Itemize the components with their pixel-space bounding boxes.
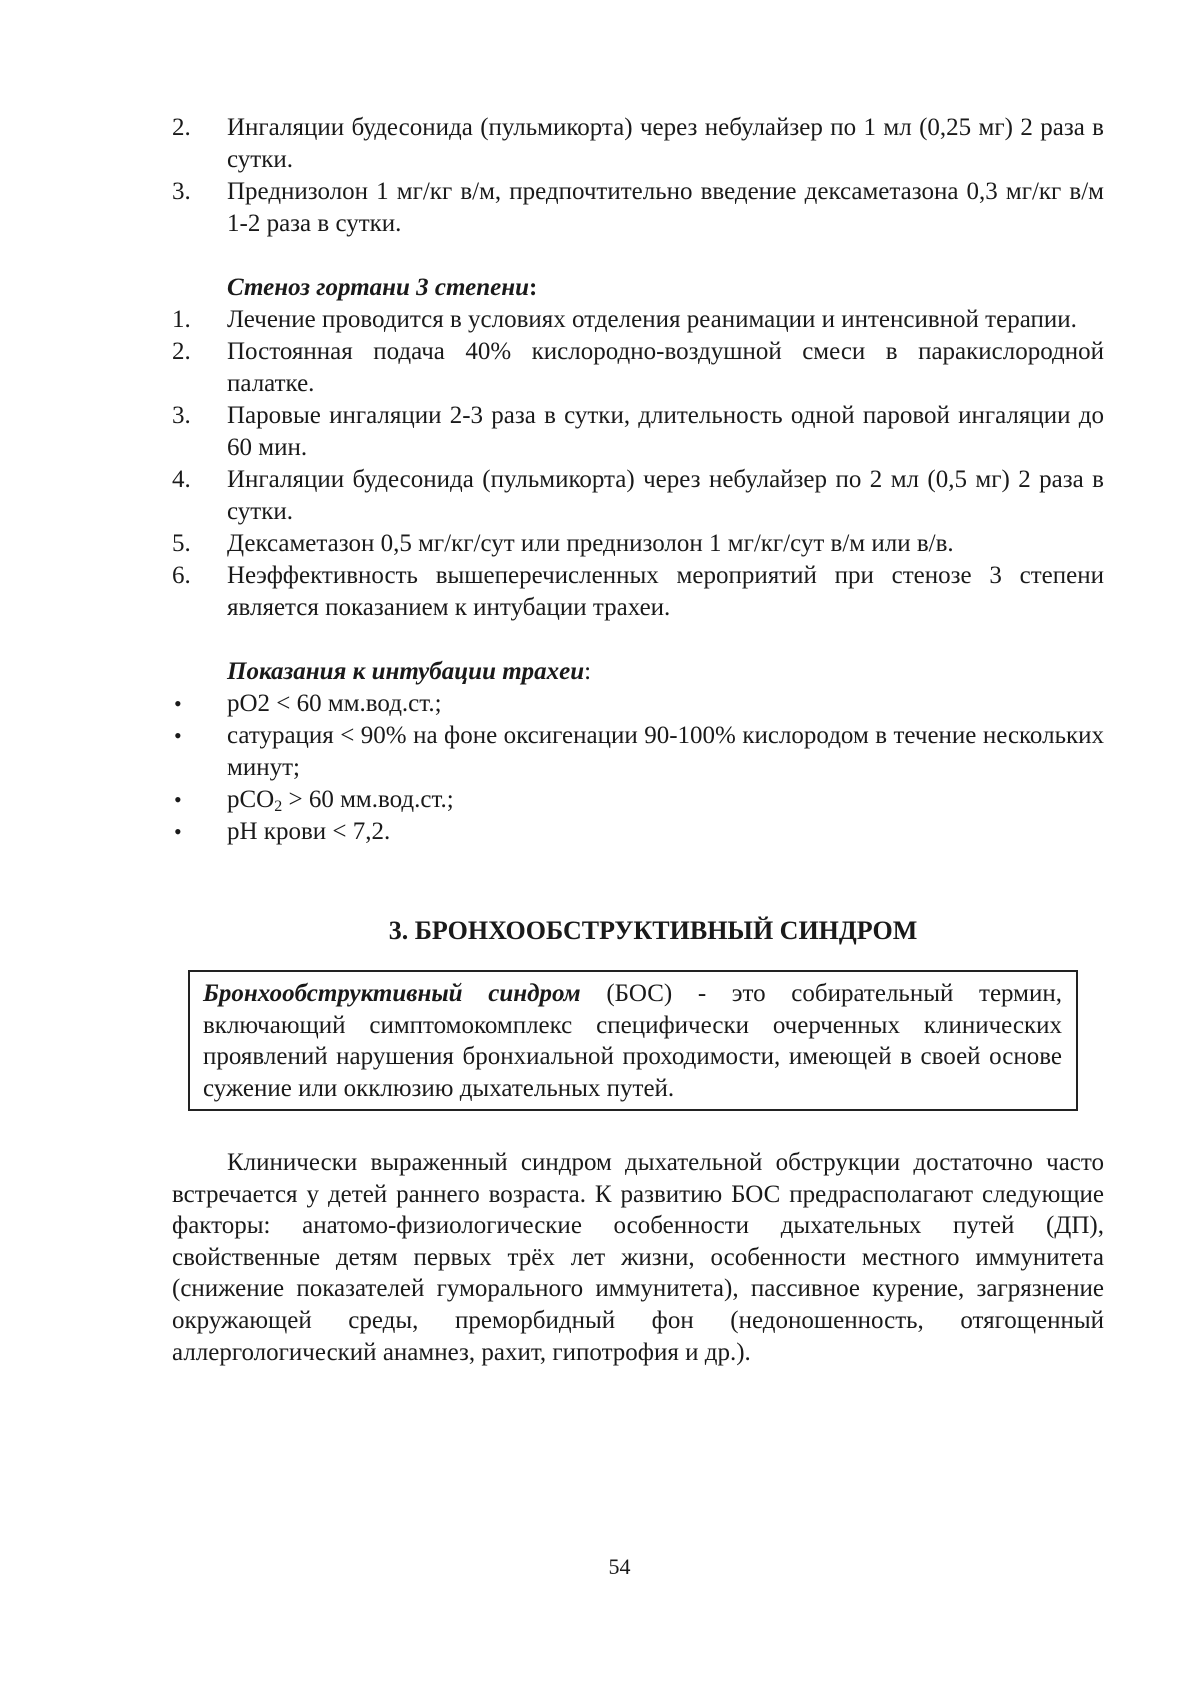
bullet-icon: • (174, 723, 182, 748)
bullet-item-text: сатурация < 90% на фоне оксигенации 90-100% кислородом в течение нескольких минут; (227, 722, 1104, 781)
page-number: 54 (608, 1554, 631, 1579)
subheading-colon: : (529, 274, 538, 301)
list-item-text: Ингаляции будесонида (пульмикорта) через небулайзер по 1 мл (0,25 мг) 2 раза в сутки. (227, 114, 1104, 173)
bullet-icon: • (174, 691, 182, 716)
list-item (172, 336, 1104, 400)
list-item (172, 464, 1104, 528)
stenosis-3-heading (172, 272, 1104, 304)
bullet-item (172, 720, 1104, 784)
bullet-item-text: рН крови < 7,2. (227, 818, 391, 845)
list-item (172, 528, 1104, 560)
stenosis-3-list (172, 304, 1104, 624)
list-item-text: Преднизолон 1 мг/кг в/м, предпочтительно введение дексаметазона 0,3 мг/кг в/м 1-2 раза в сутки. (227, 178, 1104, 237)
intubation-heading (172, 656, 1104, 688)
subheading-text: Стеноз гортани 3 степени (227, 274, 530, 301)
treatment-list-continued (172, 112, 1104, 240)
list-number: 3. (172, 402, 191, 429)
list-number: 4. (172, 466, 191, 493)
bullet-item (172, 688, 1104, 720)
formula-subscript: 2 (274, 798, 283, 815)
list-item-text: Неэффективность вышеперечисленных мероприятий при стенозе 3 степени является показанием к интубации трахеи. (227, 562, 1104, 621)
subheading-colon: : (584, 658, 592, 685)
list-item (172, 304, 1104, 336)
page-content (172, 112, 1104, 1368)
list-number: 1. (172, 306, 191, 333)
list-number: 2. (172, 114, 191, 141)
list-item-text: Дексаметазон 0,5 мг/кг/сут или преднизолон 1 мг/кг/сут в/м или в/в. (227, 530, 954, 557)
bullet-item (172, 816, 1104, 848)
definition-box (188, 970, 1078, 1111)
list-item (172, 560, 1104, 624)
bullet-item-text (227, 786, 454, 813)
list-item-text: Ингаляции будесонида (пульмикорта) через небулайзер по 2 мл (0,5 мг) 2 раза в сутки. (227, 466, 1104, 525)
definition-text: (БОС) - это собирательный термин, включающий симптомокомплекс специфически очерченных клинических проявлений нарушения бронхиальной проходимости, имеющей в своей основе сужение или окклюзию дыхательных путей. (203, 980, 1062, 1102)
bullet-item (172, 784, 1104, 816)
list-number: 6. (172, 562, 191, 589)
list-number: 5. (172, 530, 191, 557)
bullet-item-text: рО2 < 60 мм.вод.ст.; (227, 690, 442, 717)
intubation-list (172, 688, 1104, 848)
formula-rest: > 60 мм.вод.ст.; (282, 786, 454, 813)
bullet-icon: • (174, 819, 182, 844)
list-item-text: Постоянная подача 40% кислородно-воздушной смеси в паракислородной палатке. (227, 338, 1104, 397)
list-item-text: Лечение проводится в условиях отделения реанимации и интенсивной терапии. (227, 306, 1077, 333)
list-number: 2. (172, 338, 191, 365)
bullet-icon: • (174, 787, 182, 812)
subheading-text: Показания к интубации трахеи (227, 658, 585, 685)
list-item-text: Паровые ингаляции 2-3 раза в сутки, длительность одной паровой ингаляции до 60 мин. (227, 402, 1104, 461)
body-paragraph: Клинически выраженный синдром дыхательной обструкции достаточно часто встречается у детей раннего возраста. К развитию БОС предрасполагают следующие факторы: анатомо-физиологические особенности дыхательных путей (ДП), свойственные детям первых трёх лет жизни, особенности местного иммунитета (снижение показателей гуморального иммунитета), пассивное курение, загрязнение окружающей среды, преморбидный фон (недоношенность, отягощенный аллергологический анамнез, рахит, гипотрофия и др.). (172, 1149, 1104, 1366)
definition-term: Бронхообструктивный синдром (203, 980, 581, 1007)
list-item (172, 400, 1104, 464)
list-item (172, 176, 1104, 240)
list-item (172, 112, 1104, 176)
formula-base: рСО (227, 786, 275, 813)
section-title: 3. БРОНХООБСТРУКТИВНЫЙ СИНДРОМ (388, 916, 918, 945)
list-number: 3. (172, 178, 191, 205)
